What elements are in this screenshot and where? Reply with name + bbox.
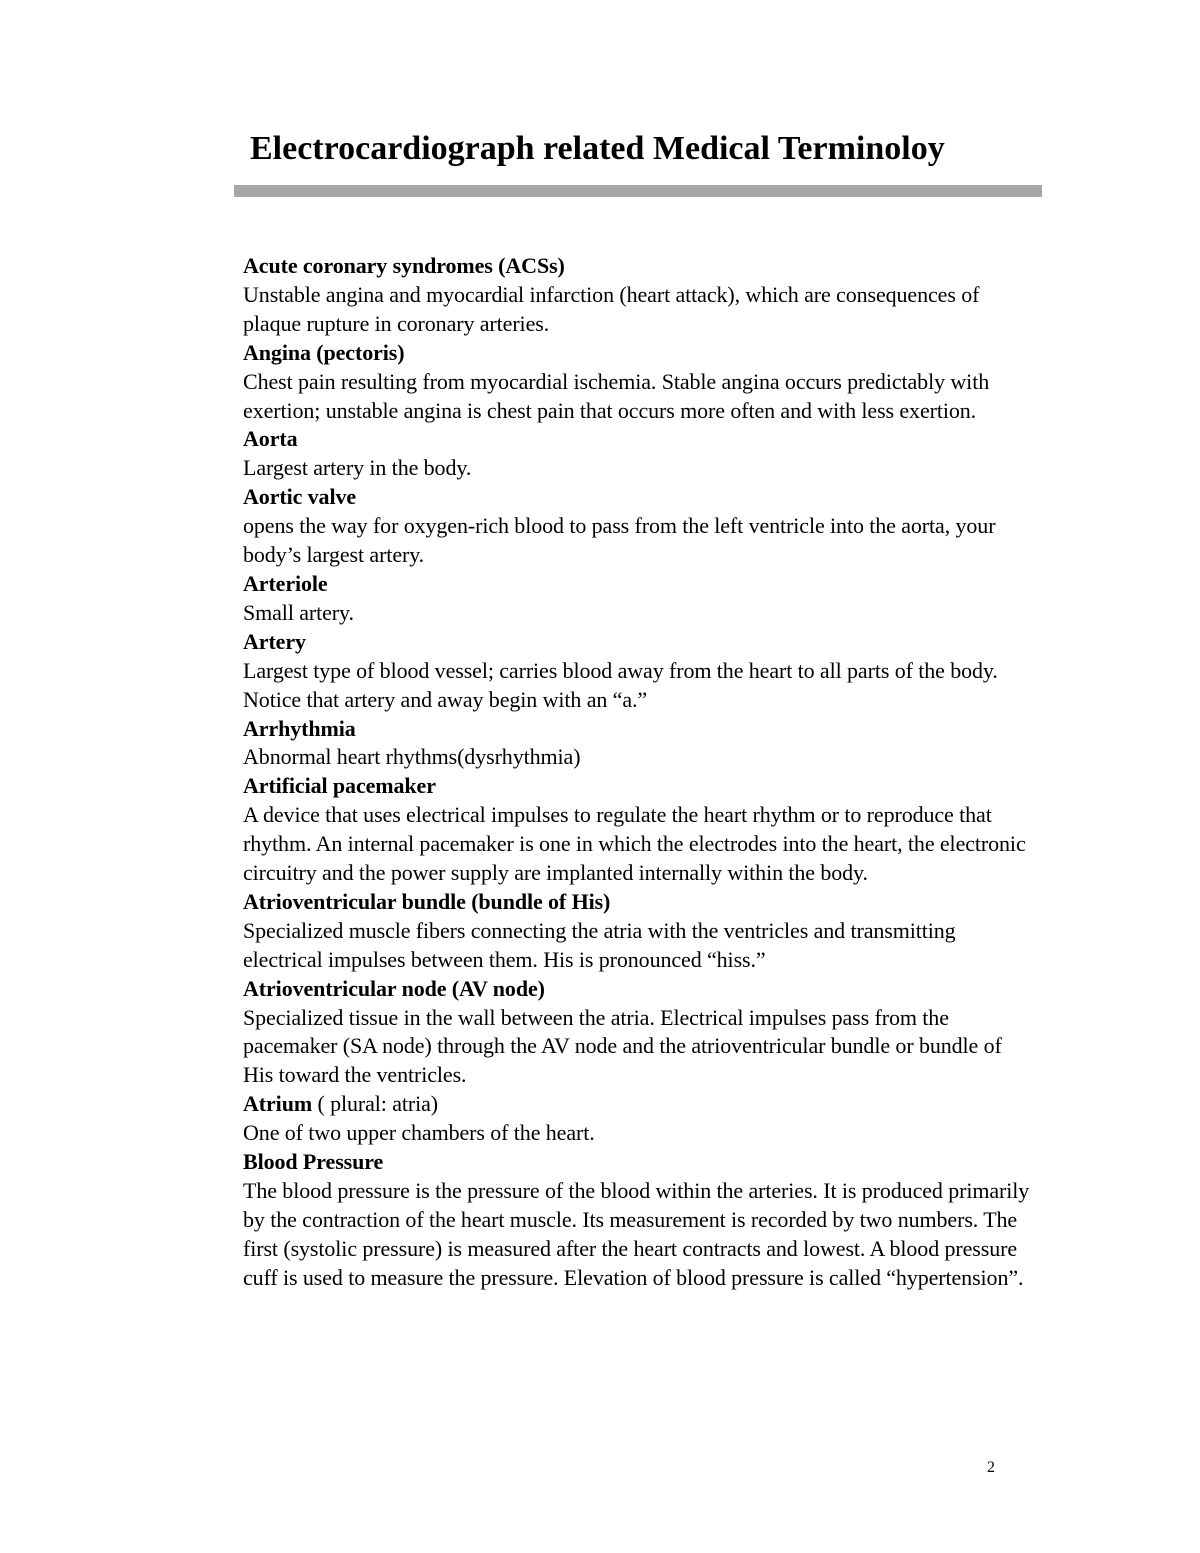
glossary-entry-arrhythmia — [243, 715, 1033, 773]
glossary-definition: opens the way for oxygen-rich blood to pass from the left ventricle into the aorta, your body’s largest artery. — [243, 513, 996, 568]
glossary-entry-arteriole — [243, 570, 1033, 628]
glossary-entry-atrioventricular-bundle — [243, 888, 1033, 975]
page-number: 2 — [987, 1459, 995, 1476]
glossary-definition: Specialized muscle fibers connecting the atria with the ventricles and transmitting electrical impulses between them. His is pronounced “hiss.” — [243, 917, 956, 972]
glossary-term: Artificial pacemaker — [243, 773, 436, 799]
glossary-definition: The blood pressure is the pressure of the blood within the arteries. It is produced primarily by the contraction of the heart muscle. Its measurement is recorded by two numbers. The first (systolic pressure) is measured after the heart contracts and lowest. A blood pressure cuff is used to measure the pressure. Elevation of blood pressure is called “hypertension”. — [243, 1178, 1030, 1290]
glossary-term: Aorta — [243, 426, 298, 452]
glossary-definition: Small artery. — [243, 599, 354, 625]
glossary-term: Artery — [243, 628, 306, 654]
glossary-entry-artery — [243, 628, 1033, 715]
glossary-entry-atrium — [243, 1090, 1033, 1148]
glossary-entry-atrioventricular-node — [243, 975, 1033, 1091]
glossary-entry-aortic-valve — [243, 483, 1033, 570]
glossary-term: Acute coronary syndromes (ACSs) — [243, 253, 565, 278]
glossary-term: Atrium ( plural: atria) — [243, 1091, 439, 1117]
glossary-entry-acute-coronary-syndromes — [243, 252, 1033, 339]
glossary-term: Aortic valve — [243, 484, 357, 510]
glossary-entry-artificial-pacemaker — [243, 772, 1033, 888]
glossary-definition: A device that uses electrical impulses to regulate the heart rhythm or to reproduce that rhythm. An internal pacemaker is one in which the electrodes into the heart, the electronic circuitry and the power supply are implanted internally within the body. — [243, 802, 1026, 886]
glossary-list — [243, 252, 1033, 1293]
glossary-entry-aorta — [243, 425, 1033, 483]
glossary-definition: Largest artery in the body. — [243, 455, 472, 481]
glossary-definition: Chest pain resulting from myocardial ischemia. Stable angina occurs predictably with exertion; unstable angina is chest pain that occurs more often and with less exertion. — [243, 368, 990, 423]
glossary-definition: Specialized tissue in the wall between the atria. Electrical impulses pass from the pacemaker (SA node) through the AV node and the atrioventricular bundle or bundle of His toward the ventricles. — [243, 1004, 1002, 1088]
glossary-entry-angina — [243, 339, 1033, 426]
glossary-term: Arteriole — [243, 570, 328, 596]
glossary-term: Angina (pectoris) — [243, 339, 405, 365]
glossary-term: Atrioventricular bundle (bundle of His) — [243, 888, 611, 914]
glossary-definition: One of two upper chambers of the heart. — [243, 1120, 595, 1146]
glossary-term: Atrioventricular node (AV node) — [243, 975, 545, 1001]
glossary-definition: Largest type of blood vessel; carries blood away from the heart to all parts of the body. Notice that artery and away begin with an “a.” — [243, 657, 998, 712]
title-underline-rule — [234, 185, 1042, 197]
page-title: Electrocardiograph related Medical Terminoloy — [250, 130, 945, 167]
glossary-term: Arrhythmia — [243, 715, 356, 741]
glossary-definition: Unstable angina and myocardial infarction (heart attack), which are consequences of plaque rupture in coronary arteries. — [243, 281, 980, 336]
glossary-term: Blood Pressure — [243, 1149, 384, 1175]
glossary-definition: Abnormal heart rhythms(dysrhythmia) — [243, 744, 581, 770]
glossary-entry-blood-pressure — [243, 1148, 1033, 1293]
